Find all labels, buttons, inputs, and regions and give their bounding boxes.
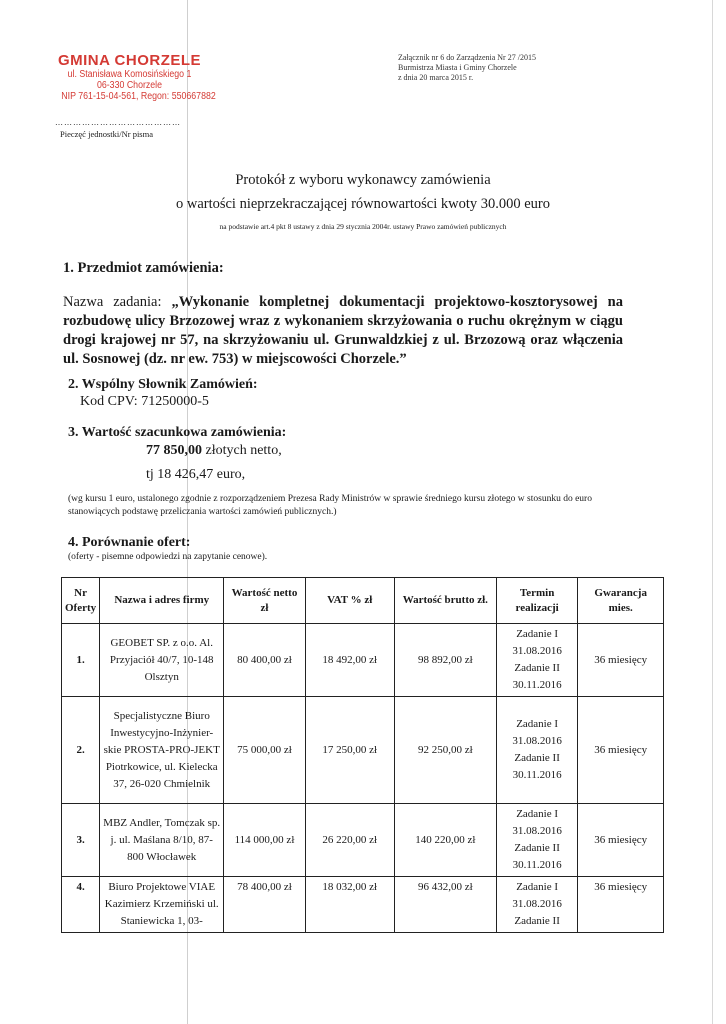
annex-note bbox=[398, 53, 536, 83]
table-row bbox=[62, 877, 664, 933]
table-row bbox=[62, 697, 664, 804]
offer-term: Zadanie I 31.08.2016 Zadanie II bbox=[496, 877, 578, 933]
offer-warranty: 36 miesięcy bbox=[578, 697, 664, 804]
offer-nr: 4. bbox=[62, 877, 100, 933]
offer-gross: 140 220,00 zł bbox=[394, 804, 496, 877]
stamp-address-line3: NIP 761-15-04-561, Regon: 550667882 bbox=[61, 91, 216, 102]
offer-warranty: 36 miesięcy bbox=[578, 624, 664, 697]
cpv-code: Kod CPV: 71250000-5 bbox=[80, 394, 209, 409]
seal-dots: …………………………………… bbox=[55, 118, 181, 127]
offer-gross: 92 250,00 zł bbox=[394, 697, 496, 804]
offer-nr: 2. bbox=[62, 697, 100, 804]
estimated-value bbox=[146, 443, 282, 459]
offer-vat: 17 250,00 zł bbox=[305, 697, 394, 804]
stamp-address-line2: 06-330 Chorzele bbox=[96, 80, 163, 91]
offer-gross: 98 892,00 zł bbox=[394, 624, 496, 697]
offer-term: Zadanie I 31.08.2016 Zadanie II 30.11.2016 bbox=[496, 804, 578, 877]
seal-caption: Pieczęć jednostki/Nr pisma bbox=[60, 129, 154, 139]
offer-term: Zadanie I 31.08.2016 Zadanie II 30.11.2016 bbox=[496, 624, 578, 697]
task-prefix: Nazwa zadania: bbox=[63, 294, 172, 310]
table-row bbox=[62, 804, 664, 877]
table-row bbox=[62, 624, 664, 697]
municipality-stamp bbox=[52, 52, 216, 102]
annex-line3: z dnia 20 marca 2015 r. bbox=[398, 73, 474, 82]
document-title: Protokół z wyboru wykonawcy zamówienia bbox=[235, 172, 491, 188]
offer-firm: MBZ Andler, Tomczak sp. j. ul. Maślana 8/10, 87-800 Włocławek bbox=[100, 804, 224, 877]
task-description bbox=[63, 293, 623, 369]
offer-firm: GEOBET SP. z o.o. Al. Przyjaciół 40/7, 10-148 Olsztyn bbox=[100, 624, 224, 697]
offer-vat: 26 220,00 zł bbox=[305, 804, 394, 877]
offer-term: Zadanie I 31.08.2016 Zadanie II 30.11.2016 bbox=[496, 697, 578, 804]
offer-net: 114 000,00 zł bbox=[224, 804, 305, 877]
stamp-name: GMINA CHORZELE bbox=[57, 52, 202, 69]
offer-nr: 3. bbox=[62, 804, 100, 877]
task-name: „Wykonanie kompletnej dokumentacji projektowo-kosztorysowej na rozbudowę ulicy Brzozowej wraz z wykonaniem skrzyżowania o ruchu okrężnym w ciągu drogi krajowej nr 57, na skrzyżowaniu ul. Grunwaldzkiej z ul. Brzozową oraz włączenia ul. Sosnowej (dz. nr ew. 753) w miejscowości Chorzele.” bbox=[63, 294, 623, 367]
offer-vat: 18 492,00 zł bbox=[305, 624, 394, 697]
header-nr: Nr Oferty bbox=[62, 578, 100, 624]
header-term: Termin realizacji bbox=[496, 578, 578, 624]
offers-table bbox=[61, 577, 664, 933]
exchange-rate-note: (wg kursu 1 euro, ustalonego zgodnie z rozporządzeniem Prezesa Rady Ministrów w sprawie średniego kursu złotego w stosunku do euro stanowiących podstawę przeliczania wartości zamówień publicznych.) bbox=[68, 494, 592, 517]
document-subtitle: o wartości nieprzekraczającej równowartości kwoty 30.000 euro bbox=[175, 196, 551, 212]
offer-net: 75 000,00 zł bbox=[224, 697, 305, 804]
header-gross: Wartość brutto zł. bbox=[394, 578, 496, 624]
offer-warranty: 36 miesięcy bbox=[578, 877, 664, 933]
offer-net: 80 400,00 zł bbox=[224, 624, 305, 697]
estimated-value-pln: 77 850,00 bbox=[146, 443, 202, 458]
stamp-address-line1: ul. Stanisława Komosińskiego 1 bbox=[67, 69, 192, 80]
header-firm: Nazwa i adres firmy bbox=[100, 578, 224, 624]
offer-gross: 96 432,00 zł bbox=[394, 877, 496, 933]
offer-nr: 1. bbox=[62, 624, 100, 697]
annex-line2: Burmistrza Miasta i Gminy Chorzele bbox=[398, 63, 517, 72]
estimated-value-eur: tj 18 426,47 euro, bbox=[146, 467, 246, 482]
section2-heading: 2. Wspólny Słownik Zamówień: bbox=[68, 377, 258, 392]
section1-heading: 1. Przedmiot zamówienia: bbox=[63, 260, 224, 276]
legal-basis: na podstawie art.4 pkt 8 ustawy z dnia 29 stycznia 2004r. ustawy Prawo zamówień publicznych bbox=[219, 222, 507, 231]
section4-subtitle: (oferty - pisemne odpowiedzi na zapytanie cenowe). bbox=[68, 552, 268, 562]
estimated-value-suffix: złotych netto, bbox=[202, 443, 282, 458]
header-vat: VAT % zł bbox=[305, 578, 394, 624]
section4-heading: 4. Porównanie ofert: bbox=[68, 535, 191, 550]
annex-line1: Załącznik nr 6 do Zarządzenia Nr 27 /2015 bbox=[398, 53, 536, 62]
header-net: Wartość netto zł bbox=[224, 578, 305, 624]
offer-firm: Biuro Projektowe VIAE Kazimierz Krzemiński ul. Staniewicka 1, 03- bbox=[100, 877, 224, 933]
offer-firm: Specjalistyczne Biuro Inwestycyjno-Inżynier-skie PROSTA-PRO-JEKT Piotrkowice, ul. Kielecka 37, 26-020 Chmielnik bbox=[100, 697, 224, 804]
section3-heading: 3. Wartość szacunkowa zamówienia: bbox=[68, 425, 287, 440]
scan-edge-line bbox=[712, 0, 713, 1024]
offer-vat: 18 032,00 zł bbox=[305, 877, 394, 933]
table-header-row bbox=[62, 578, 664, 624]
offer-net: 78 400,00 zł bbox=[224, 877, 305, 933]
offer-warranty: 36 miesięcy bbox=[578, 804, 664, 877]
header-warranty: Gwarancja mies. bbox=[578, 578, 664, 624]
